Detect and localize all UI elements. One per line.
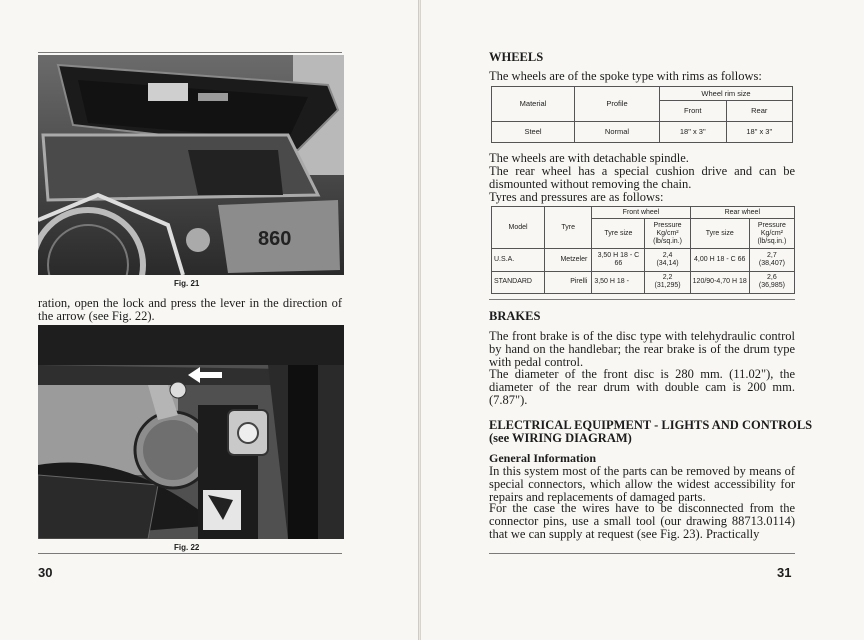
col-rear: Rear [726, 101, 793, 121]
brakes-para-1: The front brake is of the disc type with telehydraulic control by hand on the handlebar; the rear brake is of the drum type with pedal control. [489, 329, 795, 369]
cell-tyre: Pirelli [545, 271, 592, 293]
top-rule [38, 52, 342, 53]
cell-model: U.S.A. [492, 249, 545, 271]
front-pressure-lb: (34,14) [656, 260, 679, 268]
tyres-table [491, 206, 795, 294]
col-front-pressure: Pressure Kg/cm² (lb/sq.in.) [645, 219, 690, 249]
wheels-para-3: Tyres and pressures are as follows: [489, 190, 664, 204]
col-material: Material [492, 87, 575, 122]
fig22-caption: Fig. 22 [174, 543, 200, 552]
cell-front-pressure [645, 249, 690, 271]
left-body-text: ration, open the lock and press the lever in the direction of the arrow (see Fig. 22). [38, 296, 342, 323]
bottom-rule [38, 553, 342, 554]
rear-pressure-lb: (38,407) [758, 260, 785, 268]
col-front-tyre-size: Tyre size [592, 219, 645, 249]
cell-front: 18" x 3" [660, 121, 727, 142]
fig22-illustration [38, 325, 344, 539]
bottom-rule [489, 553, 795, 554]
col-rear-tyre-size: Tyre size [690, 219, 749, 249]
wheels-para-1: The wheels are with detachable spindle. [489, 151, 689, 165]
cell-material: Steel [492, 121, 575, 142]
wheels-table [491, 86, 793, 143]
col-front: Front [660, 101, 727, 121]
rear-pressure-kg: 2,6 [767, 274, 777, 282]
cell-rear-pressure [749, 249, 794, 271]
fig21-caption: Fig. 21 [174, 279, 200, 288]
cell-profile: Normal [575, 121, 660, 142]
cell-rear-size: 120/90-4,70 H 18 [690, 271, 749, 293]
front-pressure-kg: 2,4 [662, 252, 673, 260]
left-page [0, 0, 419, 640]
table-rule [489, 299, 795, 300]
electrical-heading: ELECTRICAL EQUIPMENT - LIGHTS AND CONTROLS [489, 418, 813, 432]
cell-front-pressure [645, 271, 690, 293]
front-pressure-lb: (31,295) [654, 282, 681, 290]
fig22-photo [38, 325, 344, 539]
wheels-heading: WHEELS [489, 50, 544, 64]
general-info-heading: General Information [489, 451, 596, 465]
general-para-1: In this system most of the parts can be removed by means of special connectors, which allow the widest accessibility for repairs and replacements of damaged parts. [489, 464, 795, 504]
cell-front-size: 3,50 H 18 - C 66 [592, 249, 645, 271]
front-pressure-kg: 2,2 [662, 274, 673, 282]
table-row [492, 271, 795, 293]
rear-pressure-lb: (36,985) [758, 282, 785, 290]
fig21-photo [38, 55, 344, 275]
page-number-left: 30 [38, 565, 53, 580]
col-rim-size: Wheel rim size [660, 87, 793, 101]
electrical-subheading: (see WIRING DIAGRAM) [489, 431, 632, 445]
col-tyre: Tyre [545, 207, 592, 249]
col-rear-wheel: Rear wheel [690, 207, 794, 219]
brakes-heading: BRAKES [489, 309, 541, 323]
right-page [420, 0, 864, 640]
col-model: Model [492, 207, 545, 249]
rear-pressure-kg: 2,7 [767, 252, 777, 260]
col-profile: Profile [575, 87, 660, 122]
table-row [492, 249, 795, 271]
wheels-intro: The wheels are of the spoke type with rims as follows: [489, 69, 762, 83]
wheels-para-2: The rear wheel has a special cushion drive and can be dismounted without removing the chain. [489, 164, 795, 191]
cell-rear-size: 4,00 H 18 - C 66 [690, 249, 749, 271]
col-rear-pressure: Pressure Kg/cm² (lb/sq.in.) [749, 219, 794, 249]
cell-rear-pressure [749, 271, 794, 293]
cell-tyre: Metzeler [545, 249, 592, 271]
arrow-icon [188, 365, 222, 385]
fig21-illustration [38, 55, 344, 275]
cell-rear: 18" x 3" [726, 121, 793, 142]
col-front-wheel: Front wheel [592, 207, 690, 219]
page-number-right: 31 [777, 565, 792, 580]
brakes-para-2: The diameter of the front disc is 280 mm. (11.02"), the diameter of the rear drum with double cam is 200 mm. (7.87"). [489, 367, 795, 407]
general-para-2: For the case the wires have to be disconnected from the connector pins, use a small tool (our drawing 88713.0114) that we can supply at request (see Fig. 23). Practically [489, 501, 795, 541]
table-row [492, 121, 793, 142]
cell-front-size: 3,50 H 18 - [592, 271, 645, 293]
cell-model: STANDARD [492, 271, 545, 293]
fig21-logo: 860 [258, 228, 292, 250]
